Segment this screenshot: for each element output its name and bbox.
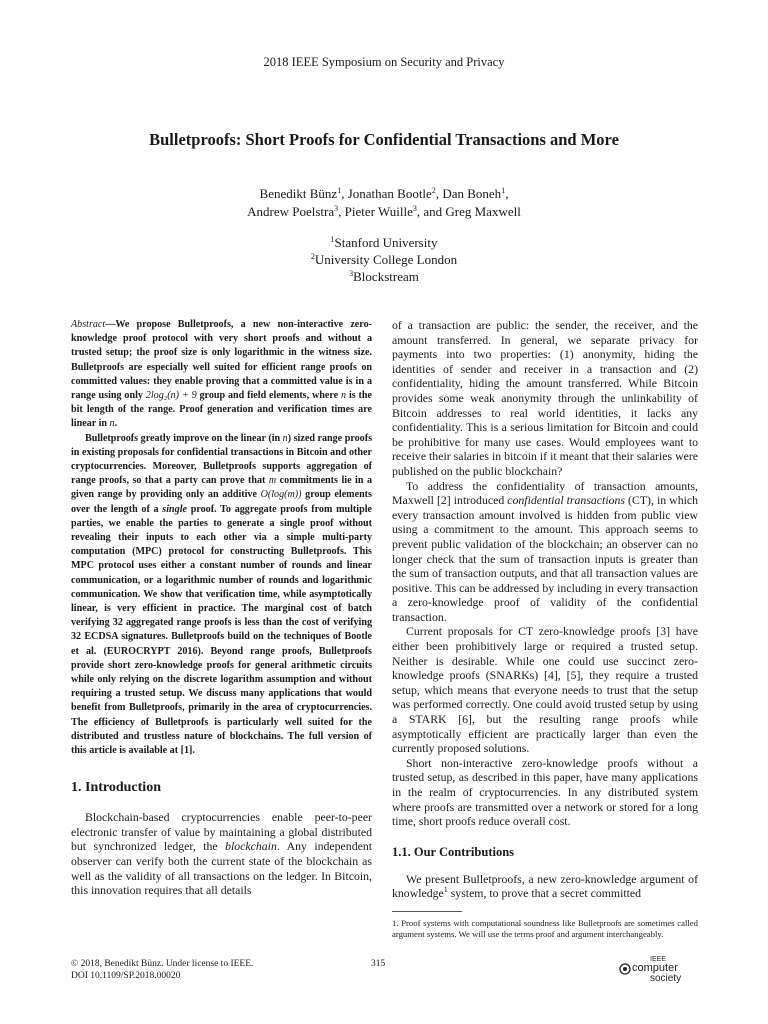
footnote-mark: 1: [443, 885, 448, 895]
logo-text-top: IEEE: [650, 956, 666, 963]
affiliation-mark: 1: [330, 235, 335, 244]
abstract-paragraph-1: [71, 318, 372, 432]
author-name: Dan Boneh: [442, 186, 502, 201]
author-name: Andrew Poelstra: [247, 204, 335, 219]
body-paragraph: Current proposals for CT zero-knowledge proofs [3] have either been prohibitively large or required a trusted setup. Neither is desirable. While one could use succinct zero-knowledge proofs (SNARKs) [4], [5], they require a trusted setup, which means that everyone needs to trust that the setup was performed correctly. One could avoid trusted setup by using a STARK [6], but the resulting range proofs while asymptotically efficient are practically larger than even the currently proposed solutions.: [392, 624, 698, 756]
logo-text-bottom: society: [650, 973, 682, 984]
introduction-body: [71, 810, 372, 898]
body-text: To address the confidentiality of transaction amounts, Maxwell [2] introduced: [392, 478, 698, 508]
body-paragraph: Short non-interactive zero-knowledge proofs without a trusted setup, as described in this paper, have many applications in the realm of cryptocurrencies. In any distributed system where proofs are transmitted over a network or stored for a long time, short proofs reduce overall cost.: [392, 755, 698, 829]
abstract-text: group elements over the length of a: [71, 489, 372, 515]
body-text: (CT), in which every transaction amount involved is hidden from public view using a commitment to the amount. This approach seems to prevent public validation of the blockchain; an observer can no longer check that the sum of transaction inputs is greater than the sum of transaction outputs, and that all transaction values are positive. This can be addressed by including in every transaction a zero-knowledge proof of validity of the confidential transaction.: [392, 493, 699, 624]
author-affiliation-mark: 3: [334, 204, 339, 213]
math-expression: 2log₂(n) + 9: [145, 390, 197, 402]
author-name: Jonathan Bootle: [347, 186, 432, 201]
body-paragraph: [392, 872, 698, 901]
abstract-text: —We propose Bulletproofs, a new non-interactive zero-knowledge proof protocol with very short proofs and without a trusted setup; the proof size is only logarithmic in the witness size. Bulletproofs are especially well suited for efficient range proofs on committed values: they enable proving that a committed value is in a range using only: [71, 319, 372, 402]
body-text: system, to prove that a secret committed: [447, 886, 642, 901]
footnote-divider: [392, 911, 462, 912]
author-affiliation-mark: 1: [337, 186, 342, 195]
math-expression: n: [282, 432, 288, 444]
author-list-line-2: [0, 203, 768, 221]
affiliation-name: University College London: [314, 252, 458, 267]
body-text: Blockchain-based cryptocurrencies enable peer-to-peer electronic transfer of value by maintaining a global distributed but synchronized ledger, the: [71, 810, 372, 854]
abstract: [71, 318, 372, 758]
emphasis-text: blockchain: [225, 839, 277, 854]
body-paragraph: of a transaction are public: the sender, the receiver, and the amount transferred. In general, we separate privacy for payments into two properties: (1) anonymity, hiding the identities of sender and receiver in a transaction and (2) confidentiality, hiding the amount transferred. While Bitcoin provides some weak anonymity through the unlinkability of Bitcoin addresses to real world identities, it lacks any confidentiality. This is a serious limitation for Bitcoin and could be prohibitive for many use cases. Would employees want to receive their salaries in bitcoin if it meant that their salaries were published on the public blockchain?: [392, 318, 698, 478]
paper-title: Bulletproofs: Short Proofs for Confidential Transactions and More: [149, 130, 619, 149]
emphasis-text: confidential transactions: [507, 493, 625, 508]
abstract-text: ) sized range proofs in existing proposals for confidential transactions in Bitcoin and other cryptocurrencies. Moreover, Bulletproofs supports aggregation of range proofs, so that a party can prove that: [71, 432, 372, 487]
affiliation-mark: 3: [349, 269, 354, 278]
emphasis-text: single: [162, 503, 187, 515]
page-number: 315: [371, 959, 386, 969]
abstract-text: group and field elements, where: [196, 390, 342, 402]
right-column-body: [392, 318, 698, 829]
author-affiliation-mark: 1: [501, 186, 506, 195]
copyright-notice: © 2018, Benedikt Bünz. Under license to IEEE.: [71, 959, 254, 969]
author-affiliation-mark: 2: [431, 186, 436, 195]
introduction-paragraph: [71, 810, 372, 898]
math-expression: n: [341, 390, 347, 402]
author-name: Greg Maxwell: [445, 204, 521, 219]
math-expression: n: [109, 418, 115, 430]
author-separator: ,: [338, 204, 345, 219]
subsection-heading-contributions: 1.1. Our Contributions: [392, 844, 515, 859]
abstract-text: proof. To aggregate proofs from multiple parties, we enable the parties to generate a single proof without revealing their inputs to each other via a simple multi-party computation (MPC) protocol for constructing Bulletproofs. This MPC protocol uses either a constant number of rounds and linear communication, or a logarithmic number of rounds and logarithmic communication. We show that verification time, while asymptotically linear, is very efficient in practice. The marginal cost of batch verifying 32 aggregated range proofs is less than the cost of verifying 32 ECDSA signatures. Bulletproofs build on the techniques of Bootle et al. (EUROCRYPT 2016). Beyond range proofs, Bulletproofs provide short zero-knowledge proofs for general arithmetic circuits while only relying on the discrete logarithm assumption and without requiring a trusted setup. We discuss many applications that would benefit from Bulletproofs, primarily in the area of cryptocurrencies. The efficiency of Bulletproofs is particularly well suited for the distributed and trustless nature of blockchains. The full version of this article is available at [1].: [71, 503, 372, 757]
author-name: Pieter Wuille: [344, 204, 413, 219]
left-column: [71, 318, 372, 898]
affiliation: [0, 268, 768, 285]
doi: DOI 10.1109/SP.2018.00020: [71, 971, 181, 981]
abstract-label: Abstract: [71, 319, 106, 330]
right-column: [392, 318, 698, 940]
abstract-text: commitments lie in a given range by providing only an additive: [71, 475, 372, 501]
affiliation: [0, 251, 768, 268]
author-separator: ,: [435, 186, 443, 201]
math-expression: O(log(m)): [260, 489, 302, 501]
abstract-text: is the bit length of the range. Proof generation and verification times are linear in: [71, 390, 372, 430]
author-separator: ,: [505, 186, 509, 201]
body-paragraph: [392, 479, 698, 625]
affiliation-mark: 2: [310, 252, 315, 261]
abstract-paragraph-2: [71, 432, 372, 759]
author-affiliation-mark: 3: [412, 204, 417, 213]
contributions-body: [392, 872, 698, 901]
ieee-computer-society-logo: [618, 954, 698, 984]
copyright-block: [71, 958, 331, 982]
conference-header: 2018 IEEE Symposium on Security and Privacy: [263, 55, 505, 69]
author-name: Benedikt Bünz: [259, 186, 338, 201]
math-expression: m: [268, 475, 277, 487]
body-text: . Any independent observer can verify both the current state of the blockchain as well as the validity of all transactions on the ledger. In Bitcoin, this innovation requires that all details: [71, 839, 372, 898]
abstract-text: Bulletproofs greatly improve on the linear (in: [85, 432, 283, 444]
body-text: We present Bulletproofs, a new zero-knowledge argument of knowledge: [392, 871, 698, 901]
abstract-text: .: [114, 418, 118, 430]
section-heading-introduction: 1. Introduction: [71, 780, 161, 796]
author-separator: , and: [416, 204, 446, 219]
logo-text-mid: computer: [632, 962, 678, 974]
ieee-computer-society-icon: [618, 954, 698, 984]
footnote: 1. Proof systems with computational soundness like Bulletproofs are sometimes called argument systems. We will use the terms proof and argument interchangeably.: [392, 917, 698, 940]
affiliation: [0, 234, 768, 251]
author-separator: ,: [341, 186, 348, 201]
author-list-line-1: [0, 185, 768, 203]
affiliation-name: Stanford University: [334, 235, 438, 250]
affiliation-name: Blockstream: [353, 269, 419, 284]
